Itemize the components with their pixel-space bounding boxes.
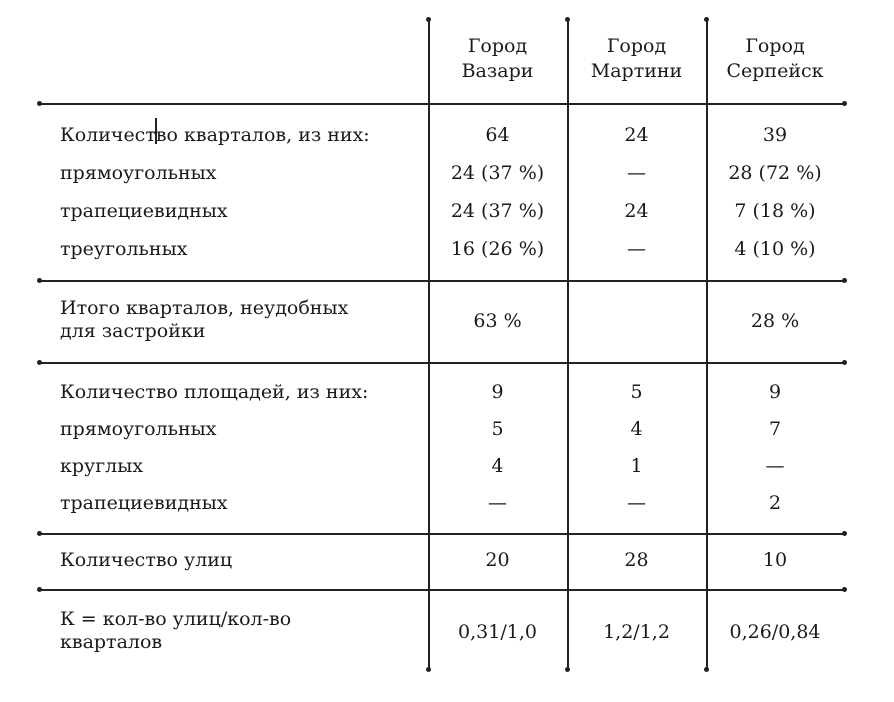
cell-value: 7 (18 %) — [734, 200, 816, 222]
divider-dot — [37, 531, 42, 536]
cell-value: — — [765, 455, 785, 477]
divider-dot — [37, 587, 42, 592]
cell-value: 28 — [624, 549, 649, 571]
divider-dot — [842, 101, 847, 106]
divider-dot — [842, 278, 847, 283]
divider-dot — [842, 360, 847, 365]
divider-dot — [426, 667, 431, 672]
column-divider-1 — [428, 20, 430, 670]
row-label: трапециевидных — [60, 200, 228, 222]
cell-value: 4 (10 %) — [734, 238, 816, 260]
row-label — [60, 608, 291, 654]
label-line: Итого кварталов, неудобных — [60, 297, 349, 319]
cell-value: 5 — [630, 381, 643, 403]
header-line: Город — [745, 35, 805, 57]
cell-value: 20 — [485, 549, 510, 571]
cell-value: 24 — [624, 124, 649, 146]
cell-value: — — [627, 492, 646, 514]
cell-value: — — [627, 238, 646, 260]
divider-dot — [842, 587, 847, 592]
row-divider — [40, 533, 844, 535]
column-divider-3 — [706, 20, 708, 670]
cell-value: 4 — [630, 418, 643, 440]
cell-value: 24 (37 %) — [450, 200, 545, 222]
row-divider — [40, 362, 844, 364]
cell-value: 63 % — [473, 310, 522, 332]
divider-dot — [37, 101, 42, 106]
divider-dot — [37, 278, 42, 283]
cell-value: 1,2/1,2 — [603, 621, 670, 643]
cell-value: 16 (26 %) — [450, 238, 545, 260]
column-divider-2 — [567, 20, 569, 670]
divider-dot — [565, 17, 570, 22]
divider-dot — [842, 531, 847, 536]
header-line: Город — [606, 35, 667, 57]
cell-value: 4 — [491, 455, 504, 477]
row-label: трапециевидных — [60, 492, 228, 514]
cell-value: — — [488, 492, 507, 514]
cell-value: 7 — [768, 418, 782, 440]
cell-value: 39 — [762, 124, 788, 146]
header-serpeisk — [706, 34, 844, 84]
cell-value: — — [627, 162, 646, 184]
divider-dot — [565, 667, 570, 672]
header-line: Серпейск — [726, 60, 824, 82]
row-label: Количество кварталов, из них: — [60, 124, 370, 146]
cell-value: 10 — [762, 549, 788, 571]
row-divider — [40, 103, 844, 105]
label-line: кварталов — [60, 631, 163, 653]
divider-dot — [426, 17, 431, 22]
cell-value: 28 (72 %) — [728, 162, 822, 184]
header-line: Вазари — [461, 60, 534, 82]
label-line: для застройки — [60, 320, 206, 342]
row-label: треугольных — [60, 238, 188, 260]
label-line: К = кол-во улиц/кол-во — [60, 608, 292, 630]
row-label — [60, 297, 348, 343]
divider-dot — [704, 17, 709, 22]
cell-value: 0,31/1,0 — [458, 621, 537, 643]
cell-value: 9 — [768, 381, 782, 403]
row-label: прямоугольных — [60, 162, 217, 184]
divider-dot — [704, 667, 709, 672]
header-martini — [567, 34, 706, 84]
row-label: Количество площадей, из них: — [60, 381, 369, 403]
cell-value: 28 % — [750, 310, 800, 332]
cell-value: 0,26/0,84 — [729, 621, 821, 643]
row-divider — [40, 280, 844, 282]
cell-value: 24 — [624, 200, 649, 222]
row-divider — [40, 589, 844, 591]
cell-value: 1 — [630, 455, 643, 477]
row-label: прямоугольных — [60, 418, 217, 440]
cell-value: 64 — [485, 124, 510, 146]
cell-value: 24 (37 %) — [450, 162, 545, 184]
row-label: Количество улиц — [60, 549, 233, 571]
cell-value: 2 — [768, 492, 782, 514]
header-line: Мартини — [590, 60, 683, 82]
divider-dot — [37, 360, 42, 365]
cell-value: 9 — [491, 381, 504, 403]
cell-value: 5 — [491, 418, 504, 440]
header-line: Город — [467, 35, 528, 57]
header-vazari — [428, 34, 567, 84]
row-label: круглых — [60, 455, 144, 477]
